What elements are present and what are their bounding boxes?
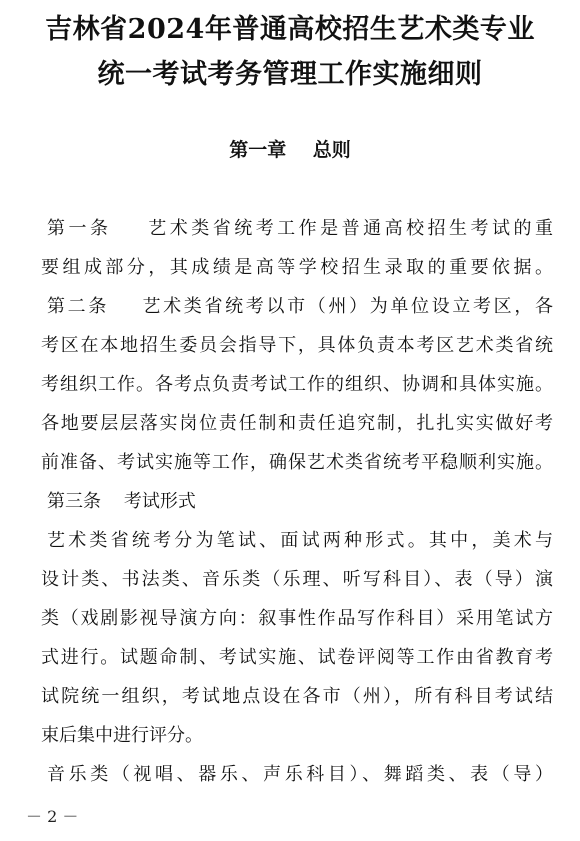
article-3-line-5: 试院统一组织，考试地点设在各市（州），所有科目考试结 — [41, 686, 553, 707]
article-2-line-2: 考区在本地招生委员会指导下，具体负责本考区艺术类省统 — [41, 335, 553, 356]
article-2-line-1: 第二条 艺术类省统考以市（州）为单位设立考区，各 — [47, 296, 553, 317]
article-3-heading: 第三条 考试形式 — [47, 491, 196, 512]
chapter-heading: 第一章 总则 — [229, 139, 351, 161]
article-1-line-1: 第一条 艺术类省统考工作是普通高校招生考试的重 — [47, 218, 553, 239]
article-2-line-4: 各地要层层落实岗位责任制和责任追究制，扎扎实实做好考 — [41, 413, 553, 434]
article-3-line-7: 音乐类（视唱、器乐、声乐科目）、舞蹈类、表（导） — [47, 764, 553, 785]
document-title-line-1: 吉林省2024年普通高校招生艺术类专业 — [45, 14, 535, 45]
document-title-line-2: 统一考试考务管理工作实施细则 — [97, 59, 483, 90]
article-3-line-1: 艺术类省统考分为笔试、面试两种形式。其中，美术与 — [47, 530, 553, 551]
article-3-line-4: 式进行。试题命制、考试实施、试卷评阅等工作由省教育考 — [41, 647, 553, 668]
article-2-line-5: 前准备、考试实施等工作，确保艺术类省统考平稳顺利实施。 — [41, 452, 553, 473]
article-3-line-6: 束后集中进行评分。 — [41, 725, 203, 746]
article-3-line-2: 设计类、书法类、音乐类（乐理、听写科目）、表（导）演 — [41, 569, 553, 590]
article-1-line-2: 要组成部分，其成绩是高等学校招生录取的重要依据。 — [41, 257, 553, 278]
page-number: － 2 － — [26, 807, 79, 826]
article-2-line-3: 考组织工作。各考点负责考试工作的组织、协调和具体实施。 — [41, 374, 553, 395]
article-3-line-3: 类（戏剧影视导演方向：叙事性作品写作科目）采用笔试方 — [41, 608, 553, 629]
